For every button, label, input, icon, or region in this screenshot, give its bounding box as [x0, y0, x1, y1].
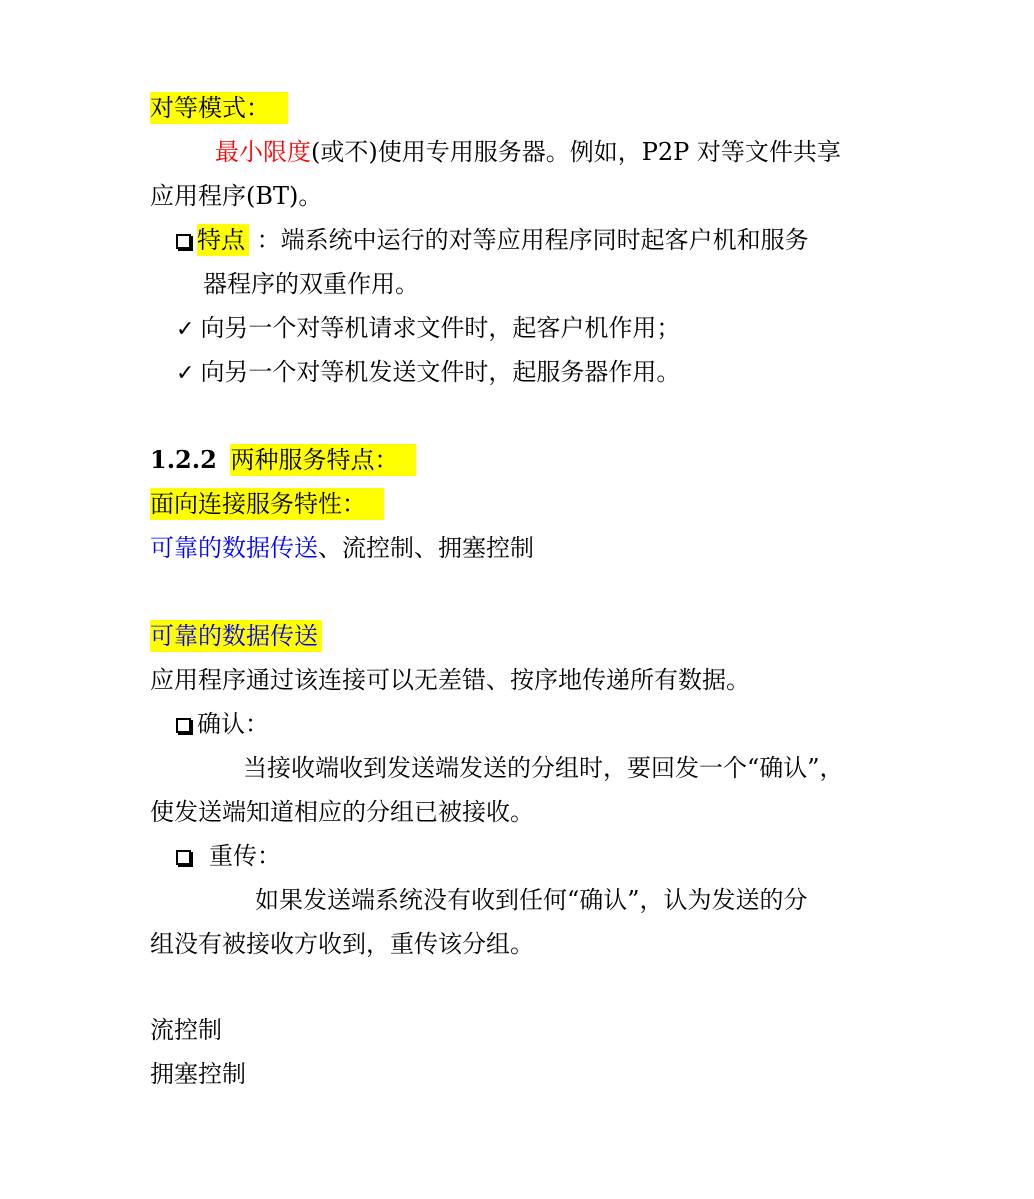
plain-heading: 流控制 — [150, 1016, 222, 1044]
bullet-continuation — [203, 268, 419, 300]
check-icon: ✓ — [176, 361, 195, 386]
bullet-retransmit — [176, 840, 281, 872]
check-text: 向另一个对等机发送文件时，起服务器作用。 — [200, 358, 681, 386]
paragraph-line — [150, 796, 534, 828]
heading-flow-control — [150, 1014, 222, 1046]
section-title-p2p — [150, 92, 288, 124]
heading-congestion-control — [150, 1058, 246, 1090]
bullet-label: 重传： — [209, 842, 281, 870]
bullet-label: 确认： — [197, 710, 269, 738]
highlighted-subheading: 面向连接服务特性： — [150, 488, 384, 520]
checkbox-icon — [176, 850, 191, 865]
check-item — [176, 312, 680, 344]
bullet-ack — [176, 708, 269, 740]
highlighted-heading: 对等模式： — [150, 92, 288, 124]
highlighted-blue-heading: 可靠的数据传送 — [150, 620, 322, 652]
paragraph-line — [243, 752, 844, 784]
checkbox-icon — [176, 718, 191, 733]
checkbox-icon — [176, 234, 191, 249]
paragraph-text: 如果发送端系统没有收到任何“确认”，认为发送的分 — [255, 886, 808, 914]
paragraph-text: 组没有被接收方收到，重传该分组。 — [150, 930, 534, 958]
paragraph-line — [150, 664, 750, 696]
paragraph-text: 使发送端知道相应的分组已被接收。 — [150, 798, 534, 826]
paragraph-line — [255, 884, 808, 916]
plain-heading: 拥塞控制 — [150, 1060, 246, 1088]
bullet-feature — [176, 224, 809, 256]
section-title-reliable — [150, 620, 322, 652]
bullet-text: 器程序的双重作用。 — [203, 270, 419, 298]
subheading — [150, 488, 384, 520]
paragraph-text: (或不)使用专用服务器。例如，P2P 对等文件共享 — [311, 138, 841, 166]
highlighted-heading: 两种服务特点： — [230, 444, 416, 476]
section-heading-1-2-2 — [150, 444, 416, 476]
feature-list — [150, 532, 534, 564]
section-number: 1.2.2 — [150, 445, 217, 474]
paragraph-line — [150, 928, 534, 960]
check-item — [176, 356, 680, 388]
paragraph-text: 应用程序(BT)。 — [150, 182, 323, 210]
paragraph-line — [150, 180, 322, 212]
blue-emphasis: 可靠的数据传送 — [150, 534, 318, 562]
red-emphasis: 最小限度 — [215, 138, 311, 166]
check-icon: ✓ — [176, 317, 195, 342]
paragraph-line — [215, 136, 841, 168]
bullet-text: ：端系统中运行的对等应用程序同时起客户机和服务 — [249, 226, 809, 254]
check-text: 向另一个对等机请求文件时，起客户机作用； — [200, 314, 681, 342]
feature-text: 、流控制、拥塞控制 — [318, 534, 534, 562]
highlighted-label: 特点 — [197, 224, 249, 256]
paragraph-text: 应用程序通过该连接可以无差错、按序地传递所有数据。 — [150, 666, 750, 694]
paragraph-text: 当接收端收到发送端发送的分组时，要回发一个“确认”， — [243, 754, 844, 782]
